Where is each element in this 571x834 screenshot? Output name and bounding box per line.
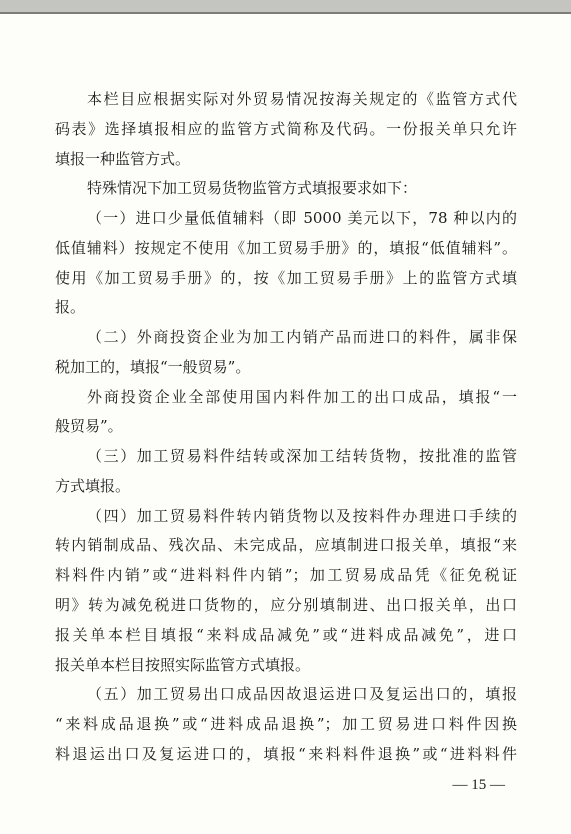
paragraph-special-cases-intro <box>55 174 517 204</box>
text-line: 低值辅料）按规定不使用《加工贸易手册》的，填报“低值辅料”。 <box>55 238 517 257</box>
text-line: （三）加工贸易料件结转或深加工结转货物，按批准的监管 <box>87 447 517 466</box>
text-line: （二）外商投资企业为加工内销产品而进口的料件，属非保 <box>87 328 517 347</box>
text-line: 方式填报。 <box>55 476 131 495</box>
text-line: 码表》选择填报相应的监管方式简称及代码。一份报关单只允许 <box>55 119 517 138</box>
text-line: “来料成品退换”或“进料成品退换”；加工贸易进口料件因换 <box>55 715 517 734</box>
text-line: 般贸易”。 <box>55 417 123 436</box>
text-line: 料退运出口及复运进口的，填报“来料料件退换”或“进料料件 <box>55 744 517 763</box>
body-text <box>55 85 517 770</box>
text-line: 填报一种监管方式。 <box>55 149 191 168</box>
text-line: 明》转为减免税进口货物的，应分别填制进、出口报关单，出口 <box>55 596 517 615</box>
paragraph-item-2 <box>55 323 517 383</box>
paragraph-item-3 <box>55 442 517 502</box>
scan-top-band <box>0 0 571 14</box>
text-line: 报。 <box>55 298 86 317</box>
text-line: 报关单本栏目填报“来料成品减免”或“进料成品减免”，进口 <box>55 625 517 644</box>
paragraph-item-5 <box>55 680 517 769</box>
text-line: 料料件内销”或“进料料件内销”；加工贸易成品凭《征免税证 <box>55 566 517 585</box>
text-line: 特殊情况下加工贸易货物监管方式填报要求如下： <box>87 179 418 198</box>
paragraph-customs-code-rule <box>55 85 517 174</box>
text-line: （四）加工贸易料件转内销货物以及按料件办理进口手续的 <box>87 506 517 525</box>
text-line: （五）加工贸易出口成品因故退运进口及复运出口的，填报 <box>87 685 517 704</box>
page-number: — 15 — <box>452 777 505 793</box>
text-line: 报关单本栏目按照实际监管方式填报。 <box>55 655 311 674</box>
text-line: 本栏目应根据实际对外贸易情况按海关规定的《监管方式代 <box>87 90 517 108</box>
text-line: 转内销制成品、残次品、未完成品，应填制进口报关单，填报“来 <box>55 536 517 555</box>
paragraph-foreign-investment <box>55 383 517 443</box>
text-line: （一）进口少量低值辅料（即 5000 美元以下，78 种以内的 <box>87 209 517 228</box>
paragraph-item-4 <box>55 502 517 681</box>
text-line: 使用《加工贸易手册》的，按《加工贸易手册》上的监管方式填 <box>55 268 517 287</box>
text-line: 外商投资企业全部使用国内料件加工的出口成品，填报“一 <box>87 387 517 406</box>
paragraph-item-1 <box>55 204 517 323</box>
text-line: 税加工的，填报“一般贸易”。 <box>55 357 251 376</box>
